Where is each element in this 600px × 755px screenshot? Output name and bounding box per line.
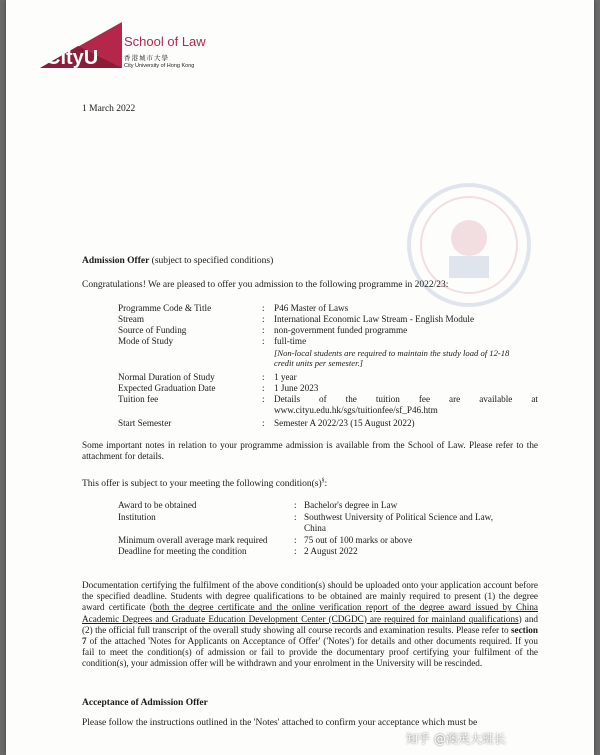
field-label: Programme Code & Title — [118, 303, 212, 313]
colon-separator: : — [294, 500, 297, 510]
university-chinese-name: 香港城市大學 — [124, 54, 169, 62]
condition-value-continued: China — [304, 523, 326, 533]
field-value: non-government funded programme — [274, 325, 408, 335]
tuition-fee-link[interactable]: www.cityu.edu.hk/sgs/tuitionfee/sf_P46.htm — [274, 405, 438, 415]
acceptance-heading: Acceptance of Admission Offer — [82, 698, 208, 708]
school-name: School of Law — [124, 34, 206, 49]
field-label: Source of Funding — [118, 325, 187, 335]
university-name: City University of Hong Kong — [124, 63, 195, 69]
colon-separator: : — [262, 372, 265, 382]
colon-separator: : — [262, 394, 265, 404]
colon-separator: : — [262, 383, 265, 393]
conditions-intro: This offer is subject to your meeting the following condition(s)§: — [82, 478, 328, 490]
offer-letter-page — [6, 0, 594, 755]
condition-value: Southwest University of Political Science and Law, — [304, 512, 493, 522]
field-value: Semester A 2022/23 (15 August 2022) — [274, 418, 415, 428]
field-value: International Economic Law Stream - English Module — [274, 314, 475, 324]
field-label: Tuition fee — [118, 394, 159, 404]
condition-label: Institution — [118, 512, 156, 522]
colon-separator: : — [262, 325, 265, 335]
colon-separator: : — [294, 546, 297, 556]
condition-value: 2 August 2022 — [304, 546, 358, 556]
logo-text: CityU — [46, 47, 99, 69]
field-value: P46 Master of Laws — [274, 303, 349, 313]
condition-value: Bachelor's degree in Law — [304, 500, 398, 510]
notes-paragraph: Some important notes in relation to your programme admission is available from the School of Law. Please refer to the attachment for details. — [82, 440, 538, 462]
cityu-logo — [38, 18, 124, 72]
field-label: Expected Graduation Date — [118, 383, 216, 393]
congratulations-text: Congratulations! We are pleased to offer you admission to the following programme in 2022/23: — [82, 280, 449, 290]
field-value: full-time — [274, 336, 307, 346]
field-label: Mode of Study — [118, 336, 174, 346]
study-load-note: [Non-local students are required to maintain the study load of 12-18 — [274, 348, 510, 358]
colon-separator: : — [262, 336, 265, 346]
condition-label: Deadline for meeting the condition — [118, 546, 247, 556]
field-value: 1 June 2023 — [274, 383, 319, 393]
colon-separator: : — [262, 314, 265, 324]
colon-separator: : — [262, 303, 265, 313]
documentation-paragraph: Documentation certifying the fulfilment of the above condition(s) should be uploaded onto your application account before the specified deadline. Students with degree qualifications to be obtained are mainly required to present (1) the degree award certificate (both the degree certificate and the online verification report of the degree award issued by China Academic Degrees and Graduate Education Development Center (CDGDC) are required for mainland qualifications) and (2) the official full transcript of the overall study showing all course records and examination results. Please refer to section 7 of the attached 'Notes for Applicants on Acceptance of Offer' ('Notes') for details and other documents required. If you fail to meet the condition(s) of admission or fail to provide the documentary proof certifying your fulfilment of the condition(s), your admission offer will be withdrawn and your enrolment in the University will be rescinded. — [82, 580, 539, 669]
letter-date: 1 March 2022 — [82, 104, 136, 114]
colon-separator: : — [294, 512, 297, 522]
acceptance-text: Please follow the instructions outlined in the 'Notes' attached to confirm your acceptance which must be — [82, 718, 478, 728]
field-label: Normal Duration of Study — [118, 372, 215, 382]
offer-heading: Admission Offer (subject to specified conditions) — [82, 256, 274, 266]
field-label: Stream — [118, 314, 145, 324]
zhihu-watermark: 知乎 @澳英大班长 — [406, 732, 506, 746]
study-load-note: credit units per semester.] — [274, 358, 363, 368]
field-value: 1 year — [274, 372, 297, 382]
condition-value: 75 out of 100 marks or above — [304, 535, 413, 545]
colon-separator: : — [262, 418, 265, 428]
condition-label: Award to be obtained — [118, 500, 197, 510]
field-label: Start Semester — [118, 418, 172, 428]
colon-separator: : — [294, 535, 297, 545]
field-value: Details of the tuition fee are available at — [274, 394, 538, 404]
condition-label: Minimum overall average mark required — [118, 535, 268, 545]
